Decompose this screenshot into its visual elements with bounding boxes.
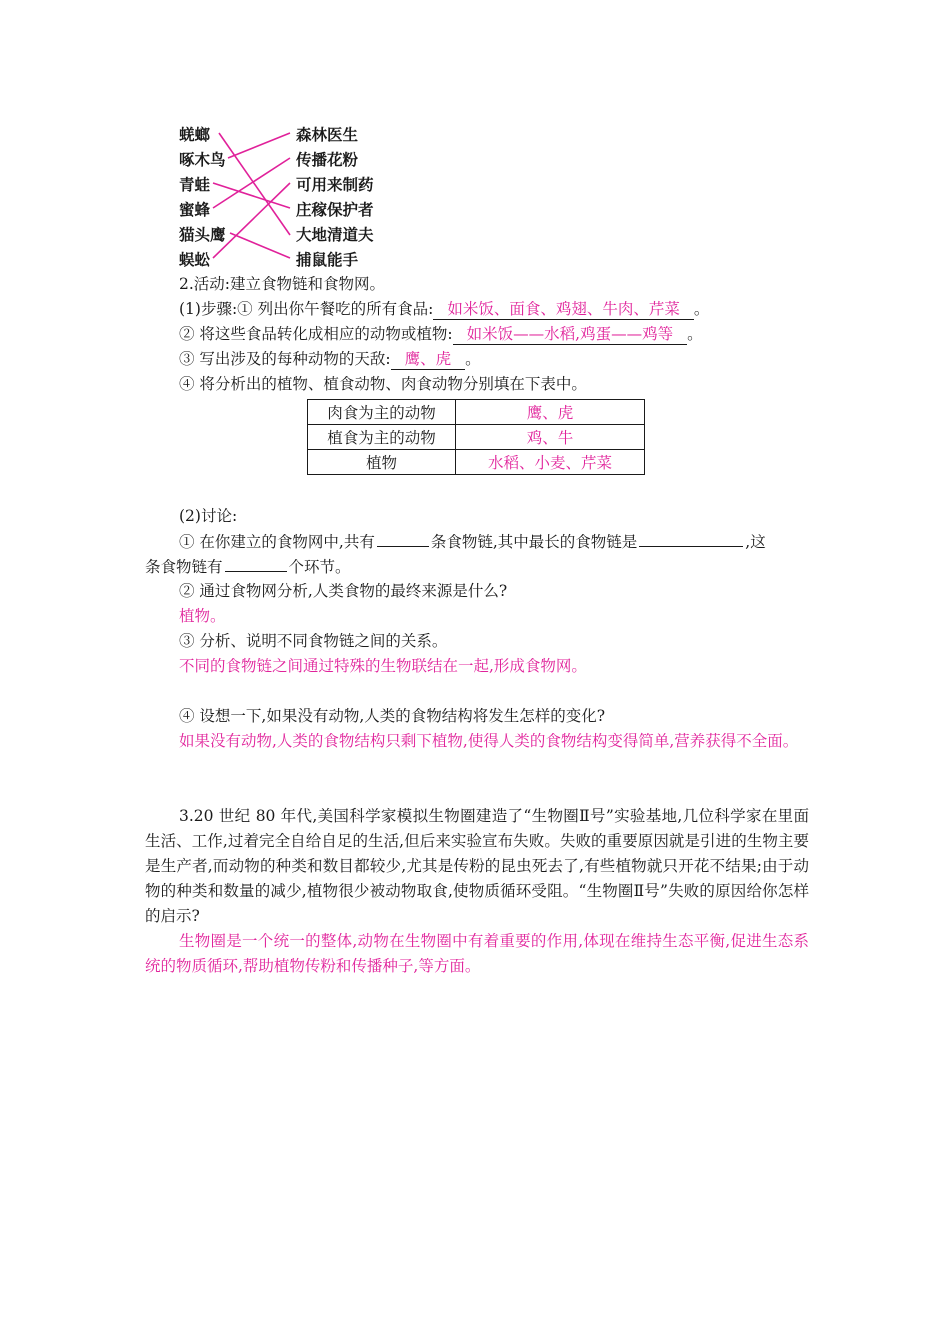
q2-title: 2.活动:建立食物链和食物网。 bbox=[179, 275, 386, 293]
q2-d4-answer: 如果没有动物,人类的食物结构只剩下植物,使得人类的食物结构变得简单,营养获得不全面。 bbox=[179, 732, 799, 750]
table-label-herbivore: 植食为主的动物 bbox=[308, 425, 456, 450]
link-count-blank[interactable] bbox=[225, 554, 287, 572]
q2-d1-line2-a: 条食物链有 bbox=[145, 558, 223, 576]
q2-d4-question: ④ 设想一下,如果没有动物,人类的食物结构将发生怎样的变化? bbox=[179, 707, 606, 725]
table-row bbox=[308, 450, 645, 475]
q2-step3-prefix: ③ 写出涉及的每种动物的天敌: bbox=[179, 350, 391, 368]
q2-step1-prefix: (1)步骤:① 列出你午餐吃的所有食品: bbox=[179, 300, 434, 318]
matching-lines bbox=[0, 0, 950, 300]
match-left-2: 青蛙 bbox=[179, 175, 211, 194]
q3-answer: 生物圈是一个统一的整体,动物在生物圈中有着重要的作用,体现在维持生态平衡,促进生态系统的物质循环,帮助植物传粉和传播种子,等方面。 bbox=[145, 932, 809, 975]
match-line-owl bbox=[230, 233, 290, 258]
match-right-0: 森林医生 bbox=[296, 125, 359, 144]
table-value-plant[interactable]: 水稻、小麦、芹菜 bbox=[456, 450, 645, 475]
match-right-5: 捕鼠能手 bbox=[296, 250, 359, 269]
match-left-3: 蜜蜂 bbox=[179, 200, 211, 219]
table-row bbox=[308, 400, 645, 425]
q2-d1-line2-b: 个环节。 bbox=[288, 558, 351, 576]
match-right-3: 庄稼保护者 bbox=[296, 200, 374, 219]
table-label-carnivore: 肉食为主的动物 bbox=[308, 400, 456, 425]
match-left-5: 蜈蚣 bbox=[179, 250, 211, 269]
q2-d1-part1: ① 在你建立的食物网中,共有 bbox=[179, 533, 375, 551]
q2-discuss-title: (2)讨论: bbox=[179, 507, 238, 525]
q2-d1-part3: ,这 bbox=[745, 533, 766, 551]
q2-d3-answer: 不同的食物链之间通过特殊的生物联结在一起,形成食物网。 bbox=[179, 657, 587, 675]
match-left-1: 啄木鸟 bbox=[179, 150, 226, 169]
q2-d2-answer: 植物。 bbox=[179, 607, 226, 625]
q2-step1 bbox=[179, 297, 709, 321]
q2-d2-question: ② 通过食物网分析,人类食物的最终来源是什么? bbox=[179, 582, 508, 600]
q2-step1-suffix: 。 bbox=[693, 300, 710, 318]
match-line-bee bbox=[213, 158, 290, 208]
table-label-plant: 植物 bbox=[308, 450, 456, 475]
match-line-centipede bbox=[213, 183, 290, 258]
match-left-0: 蜣螂 bbox=[179, 125, 211, 144]
match-line-woodpecker bbox=[228, 133, 290, 158]
table-value-carnivore[interactable]: 鹰、虎 bbox=[456, 400, 645, 425]
q2-d1-part2: 条食物链,其中最长的食物链是 bbox=[430, 533, 638, 551]
table-row bbox=[308, 425, 645, 450]
q2-step3 bbox=[179, 347, 481, 371]
q3-question: 3.20 世纪 80 年代,美国科学家模拟生物圈建造了“生物圈Ⅱ号”实验基地,几位科学家在里面生活、工作,过着完全自给自足的生活,但后来实验宣布失败。失败的重要原因就是引进的生物主要是生产者,而动物的种类和数目都较少,尤其是传粉的昆虫死去了,有些植物就只开花不结果;由于动物的种类和数量的减少,植物很少被动物取食,使物质循环受阻。“生物圈Ⅱ号”失败的原因给你怎样的启示? bbox=[145, 807, 809, 925]
longest-chain-blank[interactable] bbox=[639, 529, 743, 547]
q2-step1-answer[interactable]: 如米饭、面食、鸡翅、牛肉、芹菜 bbox=[433, 299, 694, 320]
q2-d1-line1 bbox=[179, 529, 766, 554]
table-value-herbivore[interactable]: 鸡、牛 bbox=[456, 425, 645, 450]
match-left-4: 猫头鹰 bbox=[179, 225, 226, 244]
match-right-2: 可用来制药 bbox=[296, 175, 374, 194]
q2-d1-line2 bbox=[145, 554, 351, 579]
q2-step2-prefix: ② 将这些食品转化成相应的动物或植物: bbox=[179, 325, 453, 343]
food-classification-table bbox=[307, 399, 645, 475]
match-right-1: 传播花粉 bbox=[296, 150, 359, 169]
match-right-4: 大地清道夫 bbox=[296, 225, 374, 244]
match-line-dung-beetle bbox=[219, 133, 290, 235]
q2-d3-question: ③ 分析、说明不同食物链之间的关系。 bbox=[179, 632, 448, 650]
chain-count-blank[interactable] bbox=[377, 529, 429, 547]
q2-step3-answer[interactable]: 鹰、虎 bbox=[391, 349, 466, 370]
match-line-frog bbox=[213, 183, 290, 208]
q2-step2-answer[interactable]: 如米饭——水稻,鸡蛋——鸡等 bbox=[453, 324, 687, 345]
q2-step3-suffix: 。 bbox=[465, 350, 481, 368]
q2-step2-suffix: 。 bbox=[687, 325, 703, 343]
q2-step2 bbox=[179, 322, 703, 346]
q2-step4: ④ 将分析出的植物、植食动物、肉食动物分别填在下表中。 bbox=[179, 375, 587, 393]
